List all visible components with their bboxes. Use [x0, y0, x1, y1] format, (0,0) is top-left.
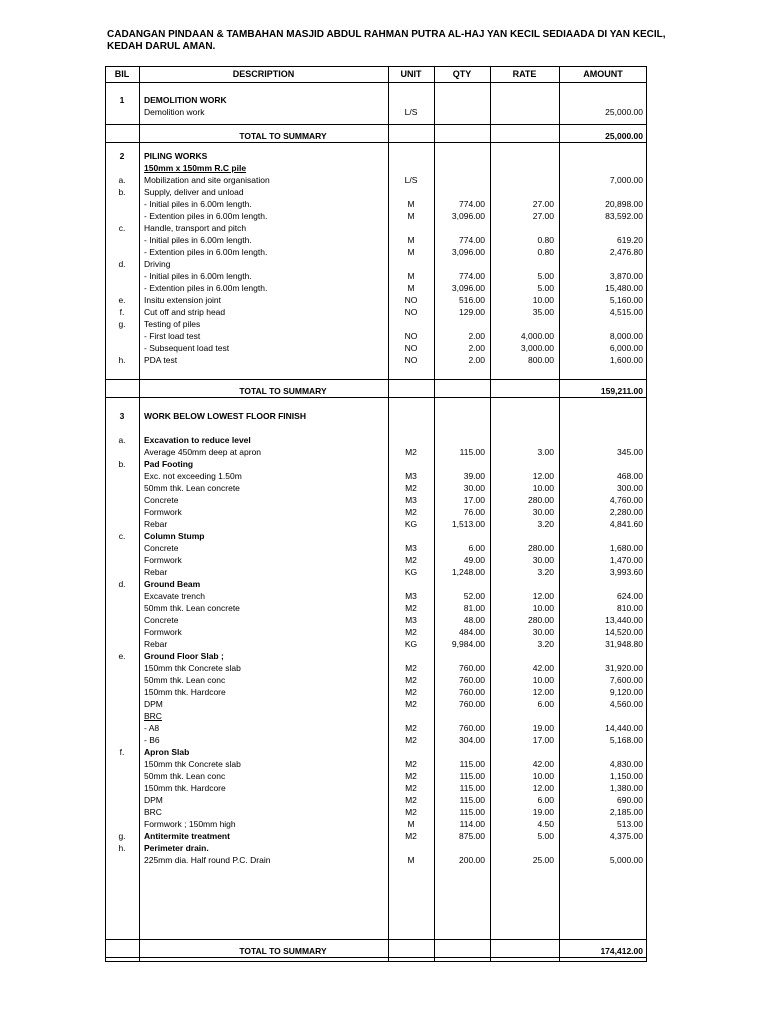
item-unit: L/S — [404, 107, 418, 117]
item-letter: b. — [118, 459, 126, 469]
item-amount: 345.00 — [617, 447, 643, 457]
item-letter: c. — [118, 531, 126, 541]
item-qty: 2.00 — [468, 331, 485, 341]
total-to-summary-label: TOTAL TO SUMMARY — [239, 386, 327, 396]
item-amount: 6,000.00 — [609, 343, 643, 353]
item-qty: 760.00 — [459, 723, 485, 733]
item-qty: 760.00 — [459, 675, 485, 685]
item-qty: 9,984.00 — [451, 639, 485, 649]
item-amount: 83,592.00 — [605, 211, 643, 221]
header-unit: UNIT — [400, 69, 422, 79]
item-heading: Pad Footing — [144, 459, 194, 469]
item-qty: 2.00 — [468, 343, 485, 353]
item-heading: Perimeter drain. — [144, 843, 209, 853]
item-description: Insitu extension joint — [144, 295, 222, 305]
item-amount: 1,150.00 — [609, 771, 643, 781]
item-unit: KG — [404, 639, 418, 649]
item-description: Demolition work — [144, 107, 205, 117]
item-amount: 31,948.80 — [605, 639, 643, 649]
grid-column-line — [559, 66, 560, 962]
item-rate: 5.00 — [537, 831, 554, 841]
item-rate: 27.00 — [532, 211, 554, 221]
item-amount: 2,476.80 — [609, 247, 643, 257]
item-rate: 25.00 — [532, 855, 554, 865]
item-letter: d. — [118, 259, 126, 269]
grid-row-line — [105, 142, 647, 143]
item-unit: M2 — [405, 735, 417, 745]
item-amount: 624.00 — [617, 591, 643, 601]
item-unit: M2 — [405, 555, 417, 565]
item-amount: 810.00 — [617, 603, 643, 613]
item-qty: 774.00 — [459, 271, 485, 281]
item-unit: NO — [404, 355, 418, 365]
item-rate: 3.00 — [537, 447, 554, 457]
item-qty: 6.00 — [468, 543, 485, 553]
item-rate: 5.00 — [537, 271, 554, 281]
item-heading: Column Stump — [144, 531, 205, 541]
grid-column-line — [434, 66, 435, 962]
grid-row-line — [105, 82, 647, 83]
item-qty: 48.00 — [463, 615, 485, 625]
item-description: Concrete — [144, 495, 179, 505]
item-description: 225mm dia. Half round P.C. Drain — [144, 855, 271, 865]
header-amount: AMOUNT — [583, 69, 623, 79]
item-amount: 7,600.00 — [609, 675, 643, 685]
section-number: 2 — [119, 151, 125, 161]
item-amount: 690.00 — [617, 795, 643, 805]
item-amount: 1,680.00 — [609, 543, 643, 553]
item-unit: KG — [404, 567, 418, 577]
item-qty: 3,096.00 — [451, 211, 485, 221]
grid-column-line — [105, 66, 106, 962]
item-letter: c. — [118, 223, 126, 233]
item-unit: NO — [404, 295, 418, 305]
item-letter: d. — [118, 579, 126, 589]
item-amount: 1,470.00 — [609, 555, 643, 565]
item-amount: 14,440.00 — [605, 723, 643, 733]
item-amount: 4,760.00 — [609, 495, 643, 505]
item-unit: M2 — [405, 783, 417, 793]
item-unit: M2 — [405, 807, 417, 817]
item-heading: DEMOLITION WORK — [144, 95, 227, 105]
item-rate: 30.00 — [532, 507, 554, 517]
item-unit: M2 — [405, 687, 417, 697]
item-unit: KG — [404, 519, 418, 529]
item-rate: 0.80 — [537, 235, 554, 245]
item-letter: f. — [119, 747, 125, 757]
grid-row-line — [105, 66, 647, 67]
item-description: Formwork ; 150mm high — [144, 819, 236, 829]
item-description: Average 450mm deep at apron — [144, 447, 262, 457]
item-amount: 3,870.00 — [609, 271, 643, 281]
item-unit: M2 — [405, 759, 417, 769]
item-description: Formwork — [144, 507, 182, 517]
item-amount: 2,280.00 — [609, 507, 643, 517]
item-qty: 200.00 — [459, 855, 485, 865]
item-unit: M — [407, 247, 415, 257]
item-qty: 81.00 — [463, 603, 485, 613]
item-description: - B6 — [144, 735, 160, 745]
item-description: DPM — [144, 699, 163, 709]
item-qty: 39.00 — [463, 471, 485, 481]
item-description: Mobilization and site organisation — [144, 175, 270, 185]
item-qty: 30.00 — [463, 483, 485, 493]
item-letter: h. — [118, 843, 126, 853]
item-amount: 9,120.00 — [609, 687, 643, 697]
item-amount: 14,520.00 — [605, 627, 643, 637]
item-unit: M2 — [405, 675, 417, 685]
item-letter: g. — [118, 831, 126, 841]
item-description: - Extention piles in 6.00m length. — [144, 247, 268, 257]
item-unit: M2 — [405, 507, 417, 517]
item-amount: 468.00 — [617, 471, 643, 481]
item-qty: 114.00 — [459, 819, 485, 829]
item-rate: 12.00 — [532, 591, 554, 601]
item-description: 50mm thk. Lean conc — [144, 675, 226, 685]
item-qty: 76.00 — [463, 507, 485, 517]
item-amount: 4,841.60 — [609, 519, 643, 529]
item-unit: NO — [404, 343, 418, 353]
header-rate: RATE — [512, 69, 537, 79]
item-heading: PILING WORKS — [144, 151, 208, 161]
item-qty: 1,513.00 — [451, 519, 485, 529]
item-rate: 3.20 — [537, 567, 554, 577]
item-amount: 5,000.00 — [609, 855, 643, 865]
grid-row-line — [105, 961, 647, 962]
item-heading: 150mm x 150mm R.C pile — [144, 163, 247, 173]
item-unit: M — [407, 199, 415, 209]
item-unit: M3 — [405, 471, 417, 481]
item-description: BRC — [144, 807, 162, 817]
item-rate: 19.00 — [532, 723, 554, 733]
section-number: 1 — [119, 95, 125, 105]
item-rate: 42.00 — [532, 759, 554, 769]
item-rate: 6.00 — [537, 699, 554, 709]
section-number: 3 — [119, 411, 125, 421]
item-qty: 17.00 — [463, 495, 485, 505]
item-amount: 3,993.60 — [609, 567, 643, 577]
item-description: DPM — [144, 795, 163, 805]
item-description: 50mm thk. Lean conc — [144, 771, 226, 781]
document-title: CADANGAN PINDAAN & TAMBAHAN MASJID ABDUL RAHMAN PUTRA AL-HAJ YAN KECIL SEDIAADA DI YAN KECIL, KEDAH DARUL AMAN. — [107, 29, 666, 52]
item-description: - First load test — [144, 331, 201, 341]
item-letter: a. — [118, 435, 126, 445]
item-heading: Apron Slab — [144, 747, 190, 757]
item-unit: M3 — [405, 543, 417, 553]
item-heading: Ground Floor Slab ; — [144, 651, 224, 661]
item-unit: M — [407, 235, 415, 245]
total-to-summary-amount: 159,211.00 — [600, 386, 643, 396]
header-qty: QTY — [452, 69, 472, 79]
item-rate: 12.00 — [532, 687, 554, 697]
item-letter: a. — [118, 175, 126, 185]
item-description: Formwork — [144, 627, 182, 637]
item-rate: 30.00 — [532, 555, 554, 565]
item-rate: 10.00 — [532, 483, 554, 493]
item-letter: f. — [119, 307, 125, 317]
item-amount: 4,830.00 — [609, 759, 643, 769]
item-heading: WORK BELOW LOWEST FLOOR FINISH — [144, 411, 306, 421]
item-description: Cut off and strip head — [144, 307, 226, 317]
item-description: - Extention piles in 6.00m length. — [144, 211, 268, 221]
item-unit: M — [407, 819, 415, 829]
item-rate: 4,000.00 — [520, 331, 554, 341]
total-to-summary-label: TOTAL TO SUMMARY — [239, 946, 327, 956]
total-to-summary-amount: 25,000.00 — [605, 131, 643, 141]
item-amount: 300.00 — [617, 483, 643, 493]
item-description: Excavate trench — [144, 591, 205, 601]
grid-row-line — [105, 939, 647, 940]
item-qty: 52.00 — [463, 591, 485, 601]
item-rate: 42.00 — [532, 663, 554, 673]
item-unit: M2 — [405, 831, 417, 841]
item-description: - Subsequent load test — [144, 343, 230, 353]
item-qty: 760.00 — [459, 699, 485, 709]
item-qty: 115.00 — [459, 447, 485, 457]
item-rate: 280.00 — [528, 615, 554, 625]
item-letter: e. — [118, 651, 126, 661]
item-unit: M2 — [405, 603, 417, 613]
item-description: - Extention piles in 6.00m length. — [144, 283, 268, 293]
item-qty: 875.00 — [459, 831, 485, 841]
grid-column-line — [490, 66, 491, 962]
item-letter: h. — [118, 355, 126, 365]
item-qty: 760.00 — [459, 687, 485, 697]
item-qty: 2.00 — [468, 355, 485, 365]
item-description: - A8 — [144, 723, 160, 733]
item-description: Handle, transport and pitch — [144, 223, 247, 233]
item-qty: 129.00 — [459, 307, 485, 317]
item-unit: M2 — [405, 795, 417, 805]
header-description: DESCRIPTION — [232, 69, 295, 79]
item-unit: M2 — [405, 447, 417, 457]
item-letter: e. — [118, 295, 126, 305]
item-qty: 115.00 — [459, 795, 485, 805]
item-amount: 4,560.00 — [609, 699, 643, 709]
item-amount: 15,480.00 — [605, 283, 643, 293]
item-amount: 20,898.00 — [605, 199, 643, 209]
item-qty: 516.00 — [459, 295, 485, 305]
item-qty: 115.00 — [459, 759, 485, 769]
item-rate: 3,000.00 — [520, 343, 554, 353]
item-description: Testing of piles — [144, 319, 201, 329]
item-amount: 4,515.00 — [609, 307, 643, 317]
item-letter: b. — [118, 187, 126, 197]
grid-row-line — [105, 379, 647, 380]
boq-table — [105, 66, 647, 962]
item-unit: M2 — [405, 699, 417, 709]
item-rate: 10.00 — [532, 675, 554, 685]
total-to-summary-amount: 174,412.00 — [600, 946, 643, 956]
item-rate: 17.00 — [532, 735, 554, 745]
item-heading: Excavation to reduce level — [144, 435, 251, 445]
item-description: 50mm thk. Lean concrete — [144, 603, 240, 613]
item-amount: 4,375.00 — [609, 831, 643, 841]
item-unit: M — [407, 211, 415, 221]
item-unit: M — [407, 271, 415, 281]
item-amount: 2,185.00 — [609, 807, 643, 817]
item-qty: 115.00 — [459, 771, 485, 781]
grid-row-line — [105, 957, 647, 958]
item-description: 150mm thk. Hardcore — [144, 783, 226, 793]
item-rate: 19.00 — [532, 807, 554, 817]
item-rate: 3.20 — [537, 519, 554, 529]
item-description: Rebar — [144, 519, 168, 529]
item-amount: 25,000.00 — [605, 107, 643, 117]
item-qty: 304.00 — [459, 735, 485, 745]
item-description: 150mm thk Concrete slab — [144, 663, 241, 673]
item-rate: 3.20 — [537, 639, 554, 649]
item-rate: 12.00 — [532, 471, 554, 481]
item-unit: M — [407, 855, 415, 865]
item-description: PDA test — [144, 355, 178, 365]
item-unit: L/S — [404, 175, 418, 185]
item-rate: 10.00 — [532, 771, 554, 781]
item-description: Supply, deliver and unload — [144, 187, 244, 197]
item-unit: M3 — [405, 495, 417, 505]
item-qty: 484.00 — [459, 627, 485, 637]
item-rate: 10.00 — [532, 603, 554, 613]
item-amount: 5,160.00 — [609, 295, 643, 305]
grid-column-line — [139, 66, 140, 962]
item-description: Formwork — [144, 555, 182, 565]
item-rate: 35.00 — [532, 307, 554, 317]
item-description: Concrete — [144, 543, 179, 553]
item-description: 50mm thk. Lean concrete — [144, 483, 240, 493]
item-heading: Antitermite treatment — [144, 831, 230, 841]
item-rate: 30.00 — [532, 627, 554, 637]
item-description: BRC — [144, 711, 162, 721]
item-unit: M2 — [405, 483, 417, 493]
item-amount: 7,000.00 — [609, 175, 643, 185]
item-qty: 115.00 — [459, 783, 485, 793]
item-amount: 31,920.00 — [605, 663, 643, 673]
item-amount: 619.20 — [617, 235, 643, 245]
item-qty: 49.00 — [463, 555, 485, 565]
item-rate: 10.00 — [532, 295, 554, 305]
item-amount: 8,000.00 — [609, 331, 643, 341]
item-rate: 6.00 — [537, 795, 554, 805]
item-rate: 280.00 — [528, 495, 554, 505]
item-qty: 774.00 — [459, 199, 485, 209]
item-unit: NO — [404, 307, 418, 317]
grid-row-line — [105, 397, 647, 398]
item-rate: 27.00 — [532, 199, 554, 209]
item-unit: NO — [404, 331, 418, 341]
item-unit: M2 — [405, 771, 417, 781]
item-amount: 513.00 — [617, 819, 643, 829]
item-qty: 760.00 — [459, 663, 485, 673]
item-unit: M — [407, 283, 415, 293]
item-amount: 1,600.00 — [609, 355, 643, 365]
item-heading: Ground Beam — [144, 579, 201, 589]
item-rate: 5.00 — [537, 283, 554, 293]
item-unit: M2 — [405, 627, 417, 637]
item-qty: 115.00 — [459, 807, 485, 817]
item-amount: 5,168.00 — [609, 735, 643, 745]
item-rate: 800.00 — [528, 355, 554, 365]
grid-row-line — [105, 124, 647, 125]
item-description: - Initial piles in 6.00m length. — [144, 199, 252, 209]
grid-column-line — [646, 66, 647, 962]
header-bil: BIL — [114, 69, 130, 79]
item-unit: M3 — [405, 615, 417, 625]
item-description: Rebar — [144, 639, 168, 649]
item-description: Rebar — [144, 567, 168, 577]
item-rate: 280.00 — [528, 543, 554, 553]
item-qty: 774.00 — [459, 235, 485, 245]
item-description: 150mm thk. Hardcore — [144, 687, 226, 697]
item-amount: 13,440.00 — [605, 615, 643, 625]
item-description: - Initial piles in 6.00m length. — [144, 235, 252, 245]
item-rate: 12.00 — [532, 783, 554, 793]
item-letter: g. — [118, 319, 126, 329]
item-qty: 3,096.00 — [451, 283, 485, 293]
item-rate: 0.80 — [537, 247, 554, 257]
item-description: Exc. not exceeding 1.50m — [144, 471, 242, 481]
item-description: - Initial piles in 6.00m length. — [144, 271, 252, 281]
item-qty: 3,096.00 — [451, 247, 485, 257]
item-unit: M2 — [405, 723, 417, 733]
item-description: Driving — [144, 259, 171, 269]
item-unit: M3 — [405, 591, 417, 601]
item-amount: 1,380.00 — [609, 783, 643, 793]
item-unit: M2 — [405, 663, 417, 673]
item-description: 150mm thk Concrete slab — [144, 759, 241, 769]
item-description: Concrete — [144, 615, 179, 625]
item-rate: 4.50 — [537, 819, 554, 829]
item-qty: 1,248.00 — [451, 567, 485, 577]
total-to-summary-label: TOTAL TO SUMMARY — [239, 131, 327, 141]
